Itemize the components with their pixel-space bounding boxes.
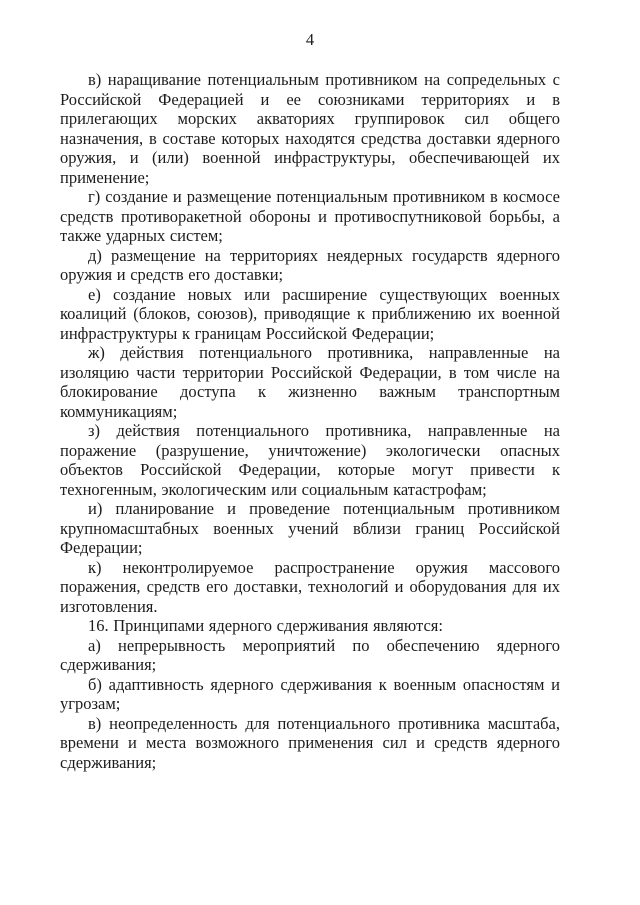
paragraph-item-16: 16. Принципами ядерного сдерживания являются: <box>88 616 443 635</box>
paragraph-principle-v: в) неопределенность для потенциального противника масштаба, времени и места возможного применения сил и средств ядерного сдерживания; <box>60 713 560 772</box>
paragraph-clause-v: в) наращивание потенциальным противником на сопредельных с Российской Федерацией и ее союзниками территориях и в прилегающих морских акваториях группировок сил общего назначения, в составе которых находятся средства доставки ядерного оружия, и (или) военной инфраструктуры, обеспечивающей их применение; <box>60 70 560 187</box>
paragraph-principle-b: б) адаптивность ядерного сдерживания к военным опасностям и угрозам; <box>60 674 560 713</box>
page-number: 4 <box>305 30 315 49</box>
document-body <box>60 70 560 772</box>
paragraph-clause-i: и) планирование и проведение потенциальным противником крупномасштабных военных учений вблизи границ Российской Федерации; <box>60 499 560 557</box>
paragraph-clause-g: г) создание и размещение потенциальным противником в космосе средств противоракетной обороны и противоспутниковой борьбы, а также ударных систем; <box>60 187 560 245</box>
paragraph-clause-k: к) неконтролируемое распространение оружия массового поражения, средств его доставки, технологий и оборудования для их изготовления. <box>60 557 560 616</box>
paragraph-clause-zh: ж) действия потенциального противника, направленные на изоляцию части территории Российской Федерации, в том числе на блокирование доступа к жизненно важным транспортным коммуникациям; <box>60 343 560 421</box>
paragraph-clause-d: д) размещение на территориях неядерных государств ядерного оружия и средств его доставки; <box>60 245 560 284</box>
paragraph-clause-e: е) создание новых или расширение существующих военных коалиций (блоков, союзов), приводящие к приближению их военной инфраструктуры к границам Российской Федерации; <box>60 284 560 343</box>
paragraph-principle-a: а) непрерывность мероприятий по обеспечению ядерного сдерживания; <box>60 635 560 674</box>
paragraph-clause-z: з) действия потенциального противника, направленные на поражение (разрушение, уничтожение) экологически опасных объектов Российской Федерации, которые могут привести к техногенным, экологическим или социальным катастрофам; <box>60 421 560 499</box>
